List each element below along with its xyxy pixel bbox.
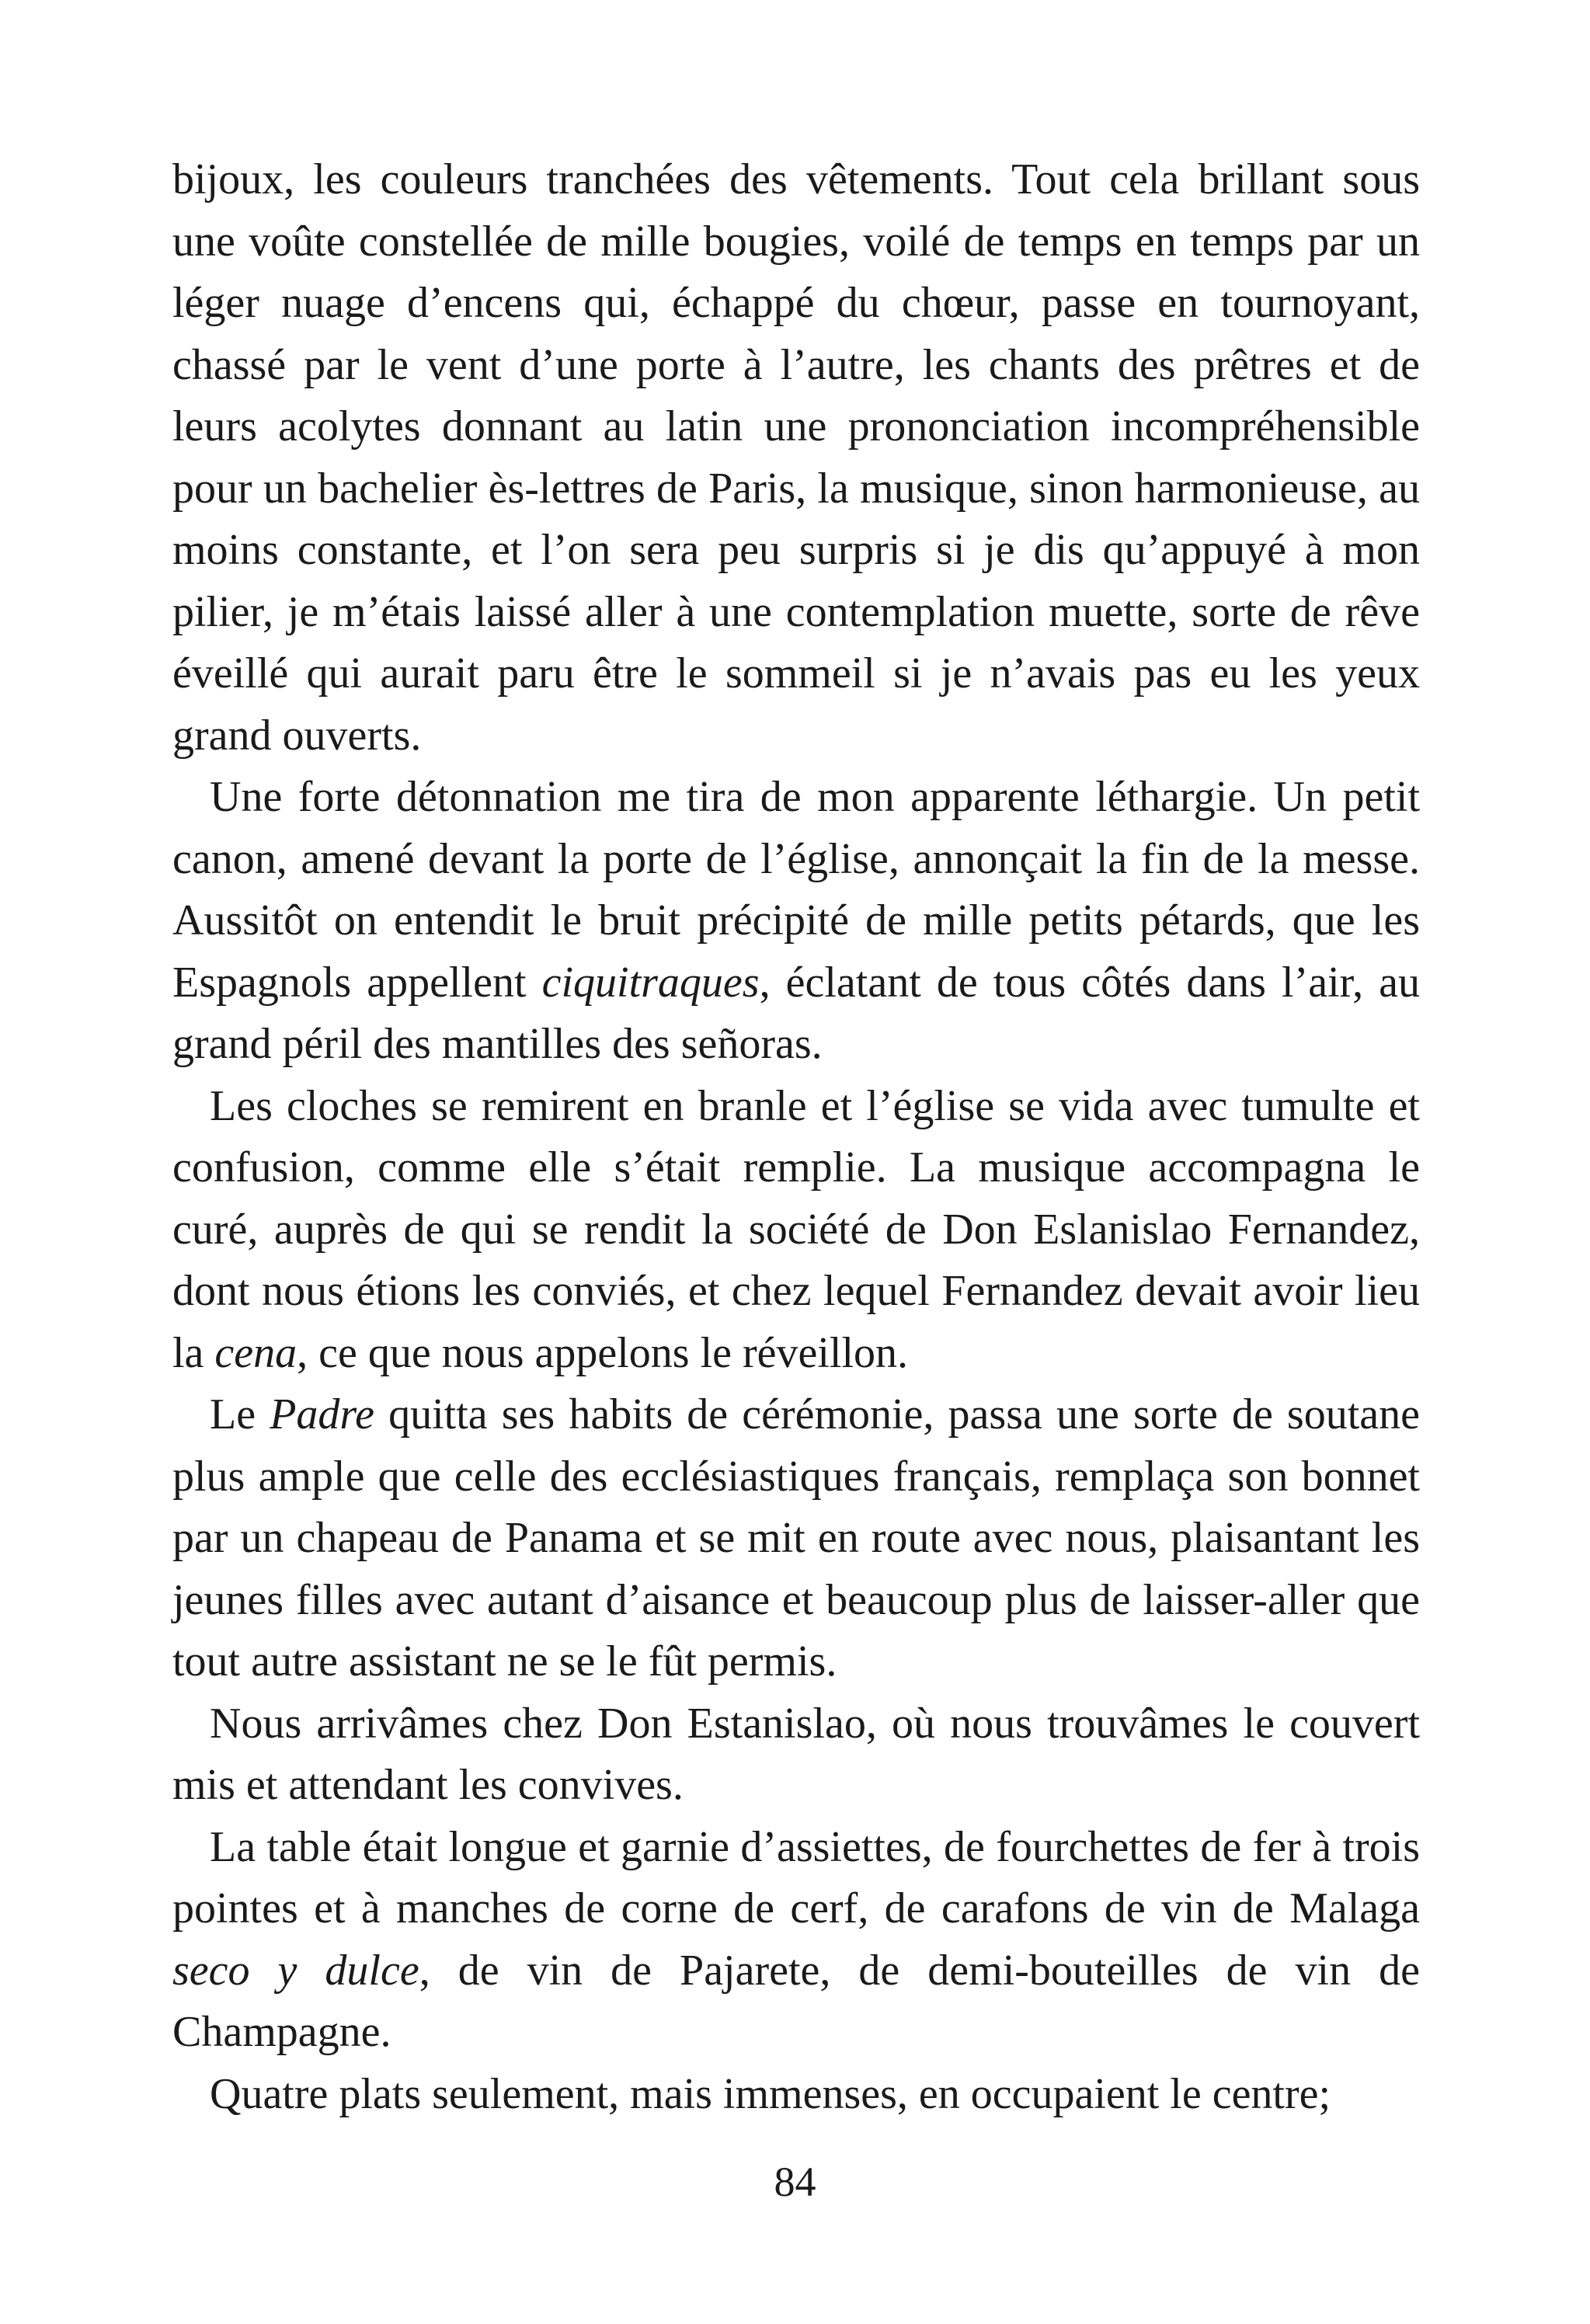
paragraph-7 [172, 2064, 1420, 2126]
paragraph-4 [172, 1384, 1420, 1693]
paragraph-6 [172, 1817, 1420, 2064]
text-run: bijoux, les couleurs tranchées des vêtements. Tout cela brillant sous une voûte constellée de mille bougies, voilé de temps en temps par un léger nuage d’encens qui, échappé du chœur, passe en tournoyant, chassé par le vent d’une porte à l’autre, les chants des prêtres et de leurs acolytes donnant au latin une prononciation incompréhensible pour un bachelier ès-lettres de Paris, la musique, sinon harmonieuse, au moins constante, et l’on sera peu surpris si je dis qu’appuyé à mon pilier, je m’étais laissé aller à une contemplation muette, sorte de rêve éveillé qui aurait paru être le sommeil si je n’avais pas eu les yeux grand ouverts. [172, 155, 1420, 760]
text-run: Nous arrivâmes chez Don Estanislao, où nous trouvâmes le couvert mis et attendant les convives. [172, 1699, 1420, 1809]
italic-term: ciquitraques [541, 958, 760, 1007]
paragraph-2 [172, 767, 1420, 1076]
text-run: , de vin de Pajarete, de demi-bouteilles de vin de Champagne. [172, 1946, 1420, 2056]
text-run: Le [210, 1390, 270, 1439]
page-number: 84 [774, 2159, 816, 2205]
paragraph-3 [172, 1076, 1420, 1385]
text-run: quitta ses habits de cérémonie, passa une sorte de soutane plus ample que celle des ecclésiastiques français, remplaça son bonnet par un chapeau de Panama et se mit en route avec nous, plaisantant les jeunes filles avec autant d’aisance et beaucoup plus de laisser-aller que tout autre assistant ne se le fût permis. [172, 1390, 1420, 1686]
text-run: , ce que nous appelons le réveillon. [297, 1328, 909, 1377]
text-run: Quatre plats seulement, mais immenses, en occupaient le centre; [210, 2069, 1331, 2118]
text-run: Les cloches se remirent en branle et l’église se vida avec tumulte et confusion, comme elle s’était remplie. La musique accompagna le curé, auprès de qui se rendit la société de Don Eslanislao Fernandez, dont nous étions les conviés, et chez lequel Fernandez devait avoir lieu la [172, 1081, 1420, 1377]
text-run: , éclatant de tous côtés dans l’air, au grand péril des mantilles des señoras. [172, 958, 1421, 1068]
paragraph-5 [172, 1693, 1420, 1817]
italic-term: Padre [270, 1390, 374, 1439]
italic-term: cena [214, 1328, 297, 1377]
text-run: La table était longue et garnie d’assiettes, de fourchettes de fer à trois pointes et à manches de corne de cerf, de carafons de vin de Malaga [172, 1822, 1420, 1933]
paragraph-1 [172, 149, 1420, 767]
body-text [172, 149, 1420, 2125]
italic-term: seco y dulce [172, 1946, 419, 1995]
text-run: Une forte détonnation me tira de mon apparente léthargie. Un petit canon, amené devant la porte de l’église, annonçait la fin de la messe. Aussitôt on entendit le bruit précipité de mille petits pétards, que les Espagnols appellent [172, 773, 1420, 1007]
